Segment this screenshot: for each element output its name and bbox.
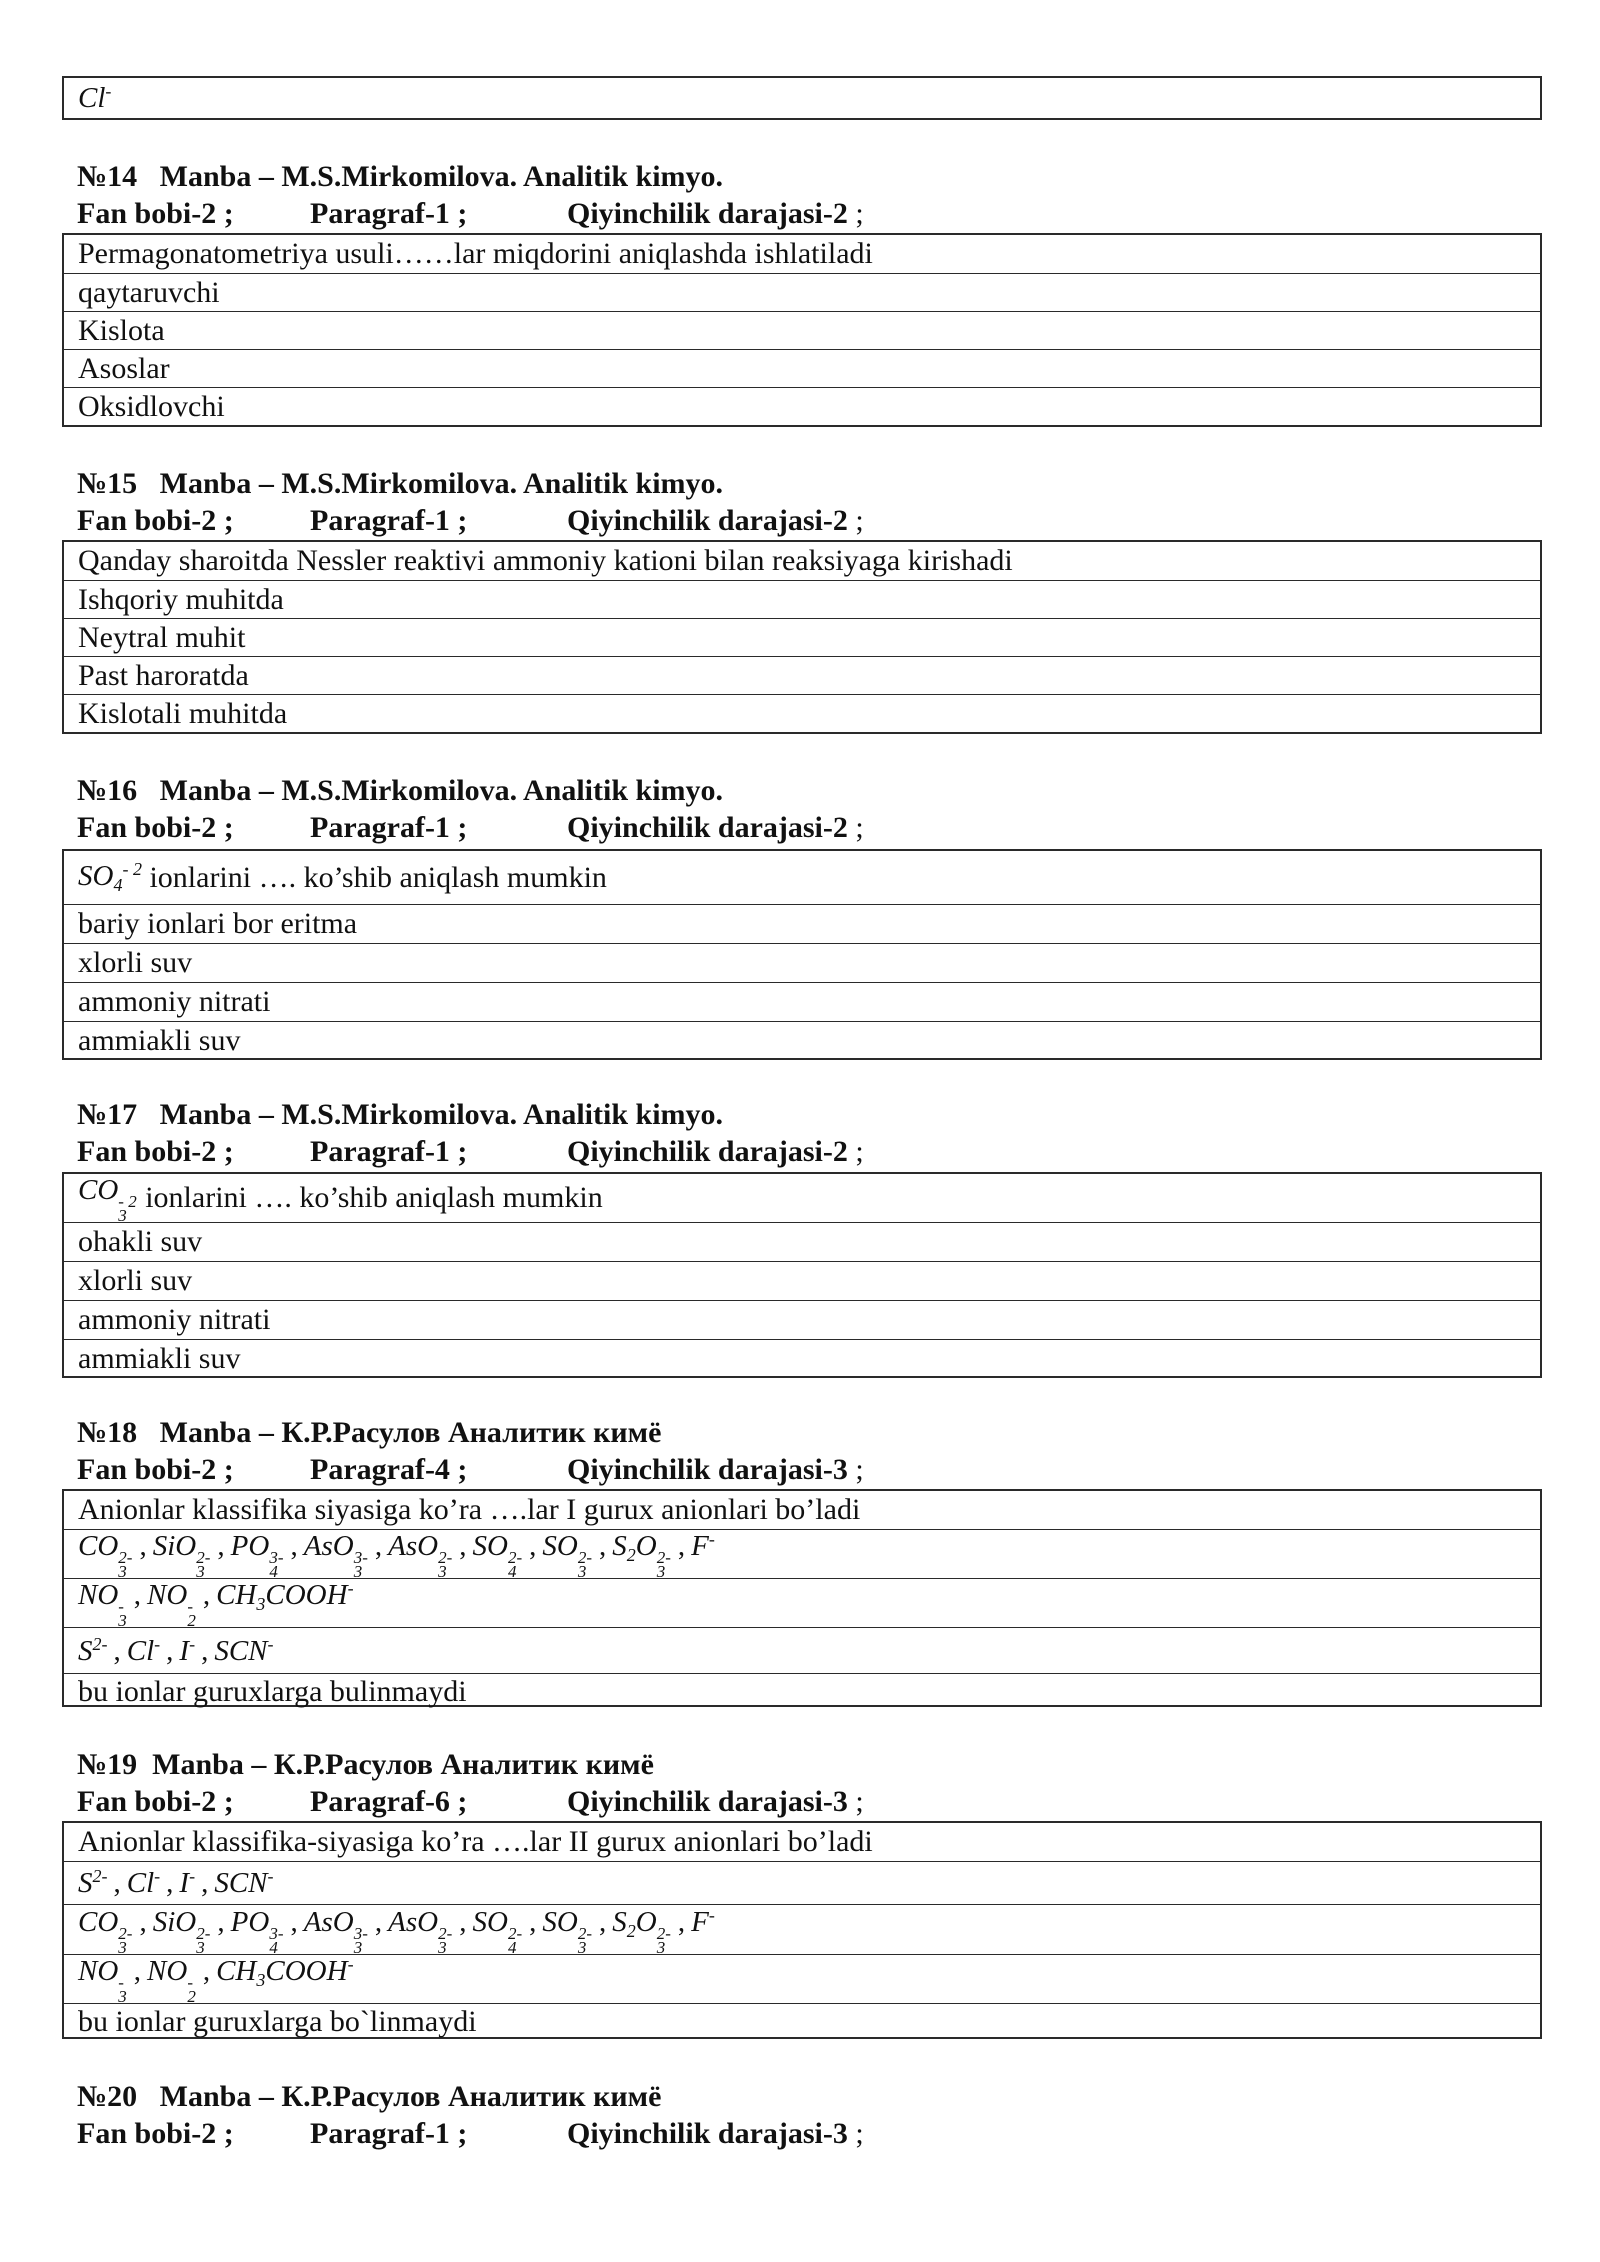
- answer-option: Kislotali muhitda: [64, 694, 1540, 732]
- question-header: №17 Manba – M.S.Mirkomilova. Analitik kimyo.: [77, 1098, 724, 1131]
- answer-option: bu ionlar guruxlarga bulinmaydi: [64, 1673, 1540, 1709]
- question-text: Anionlar klassifika-siyasiga ko’ra ….lar II gurux anionlari bo’ladi: [78, 1825, 873, 1858]
- answer-option: [64, 1529, 1540, 1581]
- answer-option: [64, 1578, 1540, 1630]
- question-header: №15 Manba – M.S.Mirkomilova. Analitik kimyo.: [77, 467, 724, 500]
- question-meta: Fan bobi-2 ; Paragraf-1 ; Qiyinchilik darajasi-2 ;: [77, 811, 864, 844]
- question-meta: Fan bobi-2 ; Paragraf-4 ; Qiyinchilik darajasi-3 ;: [77, 1453, 864, 1486]
- answer-option: ammoniy nitrati: [64, 1300, 1540, 1339]
- formula-group-3: NO - 3 , NO - 2 , $CH_3COOH^-$: [78, 1578, 354, 1630]
- question-header: №18 Manba – К.Р.Расулов Аналитик кимё: [77, 1416, 662, 1449]
- answer-option: Oksidlovchi: [64, 387, 1540, 425]
- formula-group-2: $S^{2-}$ , Cl- , I- , SCN-: [78, 1866, 274, 1899]
- answer-table: [62, 1172, 1542, 1378]
- formula-so4: $SO_4^{- 2}$: [78, 859, 142, 895]
- question-header: №16 Manba – M.S.Mirkomilova. Analitik kimyo.: [77, 774, 724, 807]
- question-text: $SO_4^{- 2}$ ionlarini …. ko’shib aniqlash mumkin: [78, 859, 607, 895]
- answer-table: [62, 76, 1542, 120]
- question-meta: Fan bobi-2 ; Paragraf-1 ; Qiyinchilik darajasi-2 ;: [77, 197, 864, 230]
- question-text: CO - 2 3 ionlarini …. ko’shib aniqlash mumkin: [78, 1173, 603, 1225]
- question-header: №20 Manba – К.Р.Расулов Аналитик кимё: [77, 2080, 662, 2113]
- answer-option: xlorli suv: [64, 943, 1540, 982]
- question-meta: Fan bobi-2 ; Paragraf-1 ; Qiyinchilik darajasi-2 ;: [77, 504, 864, 537]
- question-header: №14 Manba – M.S.Mirkomilova. Analitik kimyo.: [77, 160, 724, 193]
- question-meta: Fan bobi-2 ; Paragraf-1 ; Qiyinchilik darajasi-2 ;: [77, 1135, 864, 1168]
- answer-row: [64, 78, 1540, 118]
- answer-option: [64, 1861, 1540, 1904]
- question-header: №19 Manba – К.Р.Расулов Аналитик кимё: [77, 1748, 654, 1781]
- answer-option: xlorli suv: [64, 1261, 1540, 1300]
- formula-group-1: CO 2- 3 , SiO 2- 3 , PO 3- 4 , AsO 3- 3 , AsO 2- 3 , SO 2- 4 , SO 2- 3 , $S_2O$ 2- 3 , F-: [78, 1529, 715, 1581]
- answer-option: [64, 1627, 1540, 1673]
- answer-option: ammiakli suv: [64, 1021, 1540, 1060]
- question-text: Anionlar klassifika siyasiga ko’ra ….lar I gurux anionlari bo’ladi: [78, 1493, 861, 1526]
- answer-table: [62, 233, 1542, 427]
- answer-option: bu ionlar guruxlarga bo`linmaydi: [64, 2003, 1540, 2039]
- formula-group-2: $S^{2-}$ , Cl- , I- , SCN-: [78, 1633, 274, 1667]
- answer-option: ammiakli suv: [64, 1339, 1540, 1378]
- answer-option: qaytaruvchi: [64, 273, 1540, 311]
- answer-option: Ishqoriy muhitda: [64, 580, 1540, 618]
- formula-group-3: NO - 3 , NO - 2 , $CH_3COOH^-$: [78, 1954, 354, 2006]
- answer-option: bariy ionlari bor eritma: [64, 904, 1540, 943]
- answer-option: ohakli suv: [64, 1222, 1540, 1261]
- answer-option: Kislota: [64, 311, 1540, 349]
- formula-co3: CO - 2 3: [78, 1173, 137, 1225]
- formula-group-1: CO 2- 3 , SiO 2- 3 , PO 3- 4 , AsO 3- 3 , AsO 2- 3 , SO 2- 4 , SO 2- 3 , $S_2O$ 2- 3 , F-: [78, 1904, 715, 1957]
- answer-option: [64, 1904, 1540, 1957]
- question-text: Permagonatometriya usuli……lar miqdorini aniqlashda ishlatiladi: [78, 237, 873, 270]
- formula: Cl-: [78, 81, 112, 114]
- answer-option: Neytral muhit: [64, 618, 1540, 656]
- answer-table: [62, 540, 1542, 734]
- answer-table: [62, 1489, 1542, 1707]
- answer-option: Asoslar: [64, 349, 1540, 387]
- answer-option: Past haroratda: [64, 656, 1540, 694]
- question-meta: Fan bobi-2 ; Paragraf-1 ; Qiyinchilik darajasi-3 ;: [77, 2117, 864, 2150]
- answer-table: [62, 1821, 1542, 2039]
- answer-table: [62, 849, 1542, 1060]
- answer-option: [64, 1954, 1540, 2006]
- question-text: Qanday sharoitda Nessler reaktivi ammoniy kationi bilan reaksiyaga kirishadi: [78, 544, 1013, 577]
- question-meta: Fan bobi-2 ; Paragraf-6 ; Qiyinchilik darajasi-3 ;: [77, 1785, 864, 1818]
- answer-option: ammoniy nitrati: [64, 982, 1540, 1021]
